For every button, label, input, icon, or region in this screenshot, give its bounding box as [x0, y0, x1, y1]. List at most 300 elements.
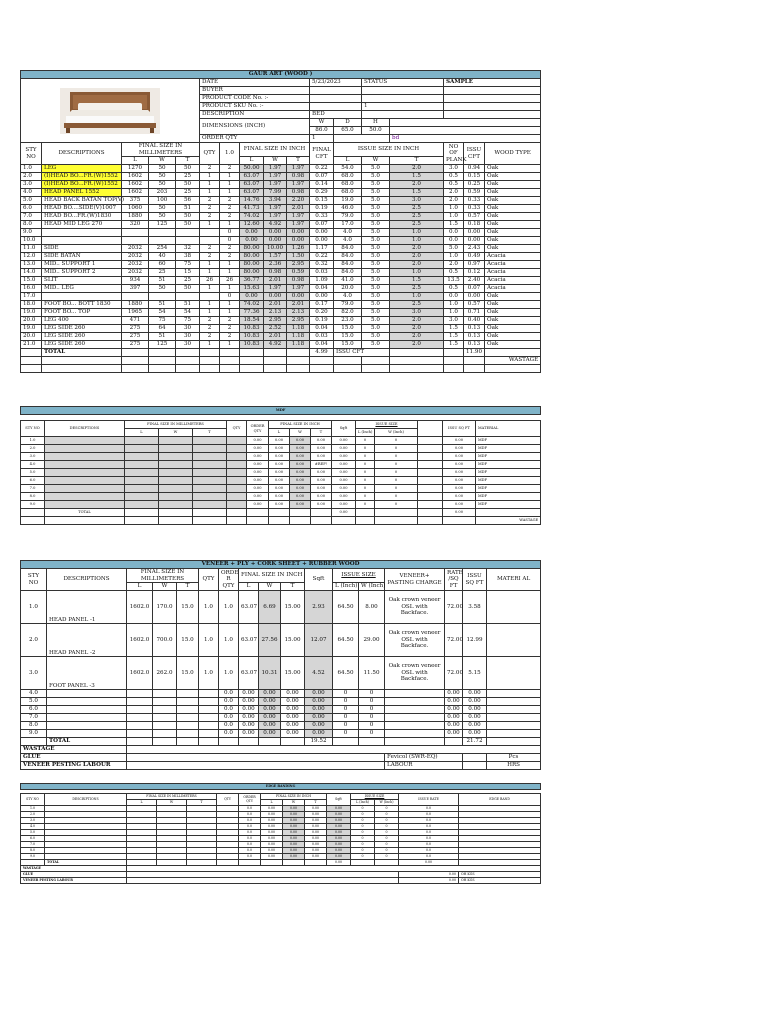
- table-cell: 1: [200, 269, 220, 277]
- table-cell: 5.0: [362, 165, 390, 173]
- col-sqft: Sqft: [332, 421, 356, 437]
- sty-no: 9.0: [21, 854, 45, 860]
- table-cell: 30: [176, 341, 200, 349]
- table-cell: 2.43: [464, 245, 485, 253]
- table-cell: 1: [200, 261, 220, 269]
- sty-no: 9.0: [21, 501, 45, 509]
- col-rate: RATE /SQ FT: [445, 569, 463, 591]
- table-cell: 51: [176, 205, 200, 213]
- col-material: MATERIAL: [476, 421, 541, 437]
- table-cell: 320: [122, 221, 149, 229]
- table-cell: 0.00: [445, 698, 463, 706]
- table-cell: 4.92: [264, 221, 287, 229]
- table-row: [21, 173, 541, 181]
- sty-no: 4.0: [21, 824, 45, 830]
- empty-cell: [418, 445, 443, 453]
- table-cell: 0.00: [283, 848, 305, 854]
- table-cell: 0.0: [399, 806, 459, 812]
- table-cell: 1.5: [444, 221, 464, 229]
- table-cell: 2: [220, 253, 240, 261]
- dim-d-label: D: [334, 119, 362, 127]
- empty-cell: [199, 706, 219, 714]
- table-cell: 0.00: [327, 806, 351, 812]
- table-cell: 0.00: [305, 690, 333, 698]
- empty-cell: [193, 501, 227, 509]
- mdf-wastage-label: WASTAGE: [476, 517, 541, 525]
- sty-no: 7.0: [21, 485, 45, 493]
- col-order-qty: ORDE R QTY: [219, 569, 239, 591]
- table-cell: 2.5: [390, 221, 444, 229]
- col-l-inch: L (Inch): [356, 429, 375, 437]
- table-cell: 2: [220, 213, 240, 221]
- veneer-total-issu: 21.72: [463, 738, 487, 746]
- table-row: [21, 445, 541, 453]
- table-cell: 15.0: [177, 657, 199, 690]
- empty-cell: [487, 690, 541, 698]
- table-cell: 75: [176, 261, 200, 269]
- table-cell: MDF: [476, 477, 541, 485]
- sty-no: 9.0: [21, 730, 47, 738]
- col-w: W: [290, 429, 311, 437]
- empty-cell: [177, 722, 199, 730]
- table-cell: 20.0: [334, 285, 362, 293]
- empty-cell: [227, 469, 247, 477]
- table-cell: 0.40: [464, 317, 485, 325]
- table-cell: 0.13: [464, 341, 485, 349]
- table-cell: 0: [375, 493, 418, 501]
- veneer-description: Oak crown veneer OSL with Backface.: [385, 591, 445, 624]
- table-cell: 0.00: [443, 477, 476, 485]
- empty-cell: [487, 722, 541, 730]
- table-cell: 0.00: [327, 830, 351, 836]
- table-cell: 0.0: [239, 842, 261, 848]
- table-cell: 1: [220, 285, 240, 293]
- table-cell: 1: [220, 181, 240, 189]
- table-cell: 12.99: [463, 624, 487, 657]
- table-cell: 0.00: [305, 730, 333, 738]
- table-row: [21, 285, 541, 293]
- table-cell: 1602.0: [127, 657, 153, 690]
- col-issue-inch: ISSUE SIZE IN INCH: [334, 143, 444, 157]
- table-cell: 2.40: [464, 277, 485, 285]
- col-descriptions: DESCRIPTIONS: [47, 569, 127, 591]
- table-cell: 2.0: [444, 261, 464, 269]
- table-cell: 64.50: [333, 624, 359, 657]
- table-cell: 1.97: [264, 205, 287, 213]
- table-cell: 4.92: [264, 341, 287, 349]
- table-cell: 0.0: [399, 836, 459, 842]
- table-cell: 2.5: [390, 213, 444, 221]
- product-code-label: PRODUCT CODE No. :-: [200, 95, 310, 103]
- sty-no: 4.0: [21, 461, 45, 469]
- table-cell: 0.25: [464, 181, 485, 189]
- table-cell: 0.5: [444, 269, 464, 277]
- empty-cell: [385, 714, 445, 722]
- table-cell: 54.0: [334, 165, 362, 173]
- table-row: [21, 657, 541, 690]
- order-qty-label: ORDER QTY: [200, 135, 310, 143]
- col-no-of-plank: NO OF PLANK: [444, 143, 464, 165]
- col-t: T: [305, 800, 327, 806]
- table-cell: Oak: [485, 173, 541, 181]
- table-cell: 1: [220, 301, 240, 309]
- part-description: [42, 229, 122, 237]
- table-cell: 0.00: [305, 818, 327, 824]
- empty-cell: [227, 493, 247, 501]
- table-cell: 1.0: [199, 624, 219, 657]
- table-cell: 2032: [122, 245, 149, 253]
- table-cell: 63.07: [239, 624, 259, 657]
- table-cell: 0.00: [283, 836, 305, 842]
- table-cell: 0.00: [327, 836, 351, 842]
- table-cell: 0.04: [310, 341, 334, 349]
- table-cell: 0.0: [239, 812, 261, 818]
- veneer-small-rows: [21, 690, 541, 738]
- part-description: HEAD PANEL -1: [47, 591, 127, 624]
- table-cell: 1.0: [444, 213, 464, 221]
- table-cell: 4.52: [305, 657, 333, 690]
- table-cell: 19.0: [334, 197, 362, 205]
- empty-cell: [159, 445, 193, 453]
- description-label: DESCRIPTION: [200, 111, 310, 119]
- table-cell: 1: [220, 261, 240, 269]
- empty-cell: [127, 690, 153, 698]
- table-cell: 0.00: [305, 842, 327, 848]
- table-row: [21, 277, 541, 285]
- table-cell: 64: [149, 325, 176, 333]
- glue-unit: Pcs: [487, 754, 541, 762]
- table-cell: 0: [220, 293, 240, 301]
- table-cell: 0.00: [463, 698, 487, 706]
- edge-total-label: TOTAL: [45, 860, 127, 866]
- table-cell: 15.00: [281, 624, 305, 657]
- table-cell: 0.00: [463, 690, 487, 698]
- table-cell: 1.0: [199, 657, 219, 690]
- table-cell: 0.59: [287, 269, 310, 277]
- table-row: [21, 485, 541, 493]
- edge-total-sqft: 0.00: [327, 860, 351, 866]
- table-cell: Oak: [485, 301, 541, 309]
- table-cell: 5.0: [362, 229, 390, 237]
- table-cell: 0.0: [239, 824, 261, 830]
- table-cell: 0.00: [305, 812, 327, 818]
- table-cell: 15.0: [334, 341, 362, 349]
- table-cell: 54: [149, 309, 176, 317]
- table-cell: 0.00: [239, 714, 259, 722]
- order-qty-value: 1: [310, 135, 334, 143]
- veneer-big-rows: [21, 591, 541, 690]
- status-label: STATUS: [362, 79, 444, 87]
- table-cell: 0.00: [445, 730, 463, 738]
- empty-cell: [159, 437, 193, 445]
- table-cell: 0.00: [305, 714, 333, 722]
- part-description: LEG SIDE 260: [42, 341, 122, 349]
- table-cell: 0.00: [240, 237, 264, 245]
- table-cell: 5.0: [362, 261, 390, 269]
- table-cell: 2.0: [390, 253, 444, 261]
- table-cell: 0.0: [399, 818, 459, 824]
- table-cell: 3.0: [444, 165, 464, 173]
- table-cell: 2: [200, 317, 220, 325]
- table-cell: 40: [149, 253, 176, 261]
- table-cell: 29.00: [359, 624, 385, 657]
- table-cell: 30: [176, 333, 200, 341]
- edge-wastage-label: WASTAGE: [21, 866, 127, 872]
- table-cell: 0.00: [247, 461, 269, 469]
- table-cell: 2: [200, 245, 220, 253]
- table-cell: 0.00: [443, 437, 476, 445]
- empty-cell: [125, 469, 159, 477]
- table-cell: 2.0: [21, 173, 42, 181]
- table-row: [21, 197, 541, 205]
- table-cell: 5.0: [362, 333, 390, 341]
- part-description: HEAD BO....SIDE(V)1007: [42, 205, 122, 213]
- table-cell: 275: [122, 325, 149, 333]
- table-cell: 3.0: [390, 197, 444, 205]
- table-cell: 50: [149, 213, 176, 221]
- table-cell: 2.0: [390, 325, 444, 333]
- table-cell: 0.00: [269, 477, 290, 485]
- table-cell: 5.0: [362, 197, 390, 205]
- part-description: (I)HEAD BO...FR.(W)1552: [42, 173, 122, 181]
- table-row: [21, 461, 541, 469]
- table-cell: 1270: [122, 165, 149, 173]
- table-cell: Oak: [485, 213, 541, 221]
- table-row: [21, 309, 541, 317]
- table-cell: 0.00: [264, 237, 287, 245]
- part-description: SIDE: [42, 245, 122, 253]
- table-cell: 0.00: [332, 469, 356, 477]
- table-cell: 0.00: [443, 453, 476, 461]
- table-row: [21, 229, 541, 237]
- table-cell: 0.00: [247, 501, 269, 509]
- table-cell: 0.00: [283, 806, 305, 812]
- table-cell: 13.0: [21, 261, 42, 269]
- veneer-labour-label: VENEER PESTING LABOUR: [21, 762, 127, 770]
- table-cell: 0: [333, 698, 359, 706]
- empty-cell: [177, 698, 199, 706]
- table-cell: [176, 293, 200, 301]
- table-cell: 2032: [122, 253, 149, 261]
- table-cell: 5.0: [362, 293, 390, 301]
- table-cell: 68.0: [334, 181, 362, 189]
- table-cell: 170.0: [153, 591, 177, 624]
- table-cell: 0.00: [247, 437, 269, 445]
- table-cell: 50: [176, 165, 200, 173]
- sty-no: 2.0: [21, 445, 45, 453]
- col-w-inch: W (Inch): [359, 583, 385, 591]
- table-cell: 0.00: [311, 437, 332, 445]
- empty-cell: [418, 493, 443, 501]
- table-cell: 0.00: [305, 854, 327, 860]
- table-cell: 0: [356, 493, 375, 501]
- table-cell: 15.0: [21, 277, 42, 285]
- table-cell: 0.18: [464, 221, 485, 229]
- table-cell: 19.0: [21, 309, 42, 317]
- dim-h-label: H: [362, 119, 390, 127]
- empty-cell: [125, 501, 159, 509]
- table-cell: 0.0: [239, 854, 261, 860]
- table-cell: 82.0: [334, 309, 362, 317]
- table-cell: 17.0: [21, 293, 42, 301]
- table-cell: 5.0: [362, 277, 390, 285]
- empty-cell: [227, 461, 247, 469]
- empty-cell: [47, 690, 127, 698]
- empty-cell: [418, 501, 443, 509]
- part-description: HEAD MID LEG 270: [42, 221, 122, 229]
- table-cell: 0: [351, 818, 375, 824]
- table-cell: 2: [220, 197, 240, 205]
- table-cell: 1.5: [444, 341, 464, 349]
- table-cell: [149, 293, 176, 301]
- table-cell: 0.33: [310, 213, 334, 221]
- table-cell: 84.0: [334, 261, 362, 269]
- wood-table: [20, 70, 541, 373]
- col-issue-size: ISSUE SIZE: [356, 421, 418, 429]
- edge-rows: [21, 806, 541, 860]
- veneer-description: Oak crown veneer OSL with Backface.: [385, 624, 445, 657]
- table-cell: 0.00: [332, 437, 356, 445]
- table-cell: 5.15: [463, 657, 487, 690]
- table-cell: Acacia: [485, 269, 541, 277]
- table-cell: 1.97: [264, 285, 287, 293]
- table-cell: 0.15: [310, 197, 334, 205]
- table-cell: 0.33: [464, 205, 485, 213]
- table-cell: 2.0: [390, 341, 444, 349]
- table-cell: 0.00: [311, 477, 332, 485]
- col-t: T: [177, 583, 199, 591]
- table-cell: 2.5: [390, 301, 444, 309]
- table-cell: 0.00: [269, 469, 290, 477]
- table-cell: 2.13: [264, 309, 287, 317]
- table-cell: [176, 237, 200, 245]
- table-cell: 0.22: [310, 165, 334, 173]
- col-l: L: [261, 800, 283, 806]
- table-row: [21, 237, 541, 245]
- table-cell: 64.50: [333, 657, 359, 690]
- empty-cell: [125, 445, 159, 453]
- table-cell: 15: [176, 269, 200, 277]
- empty-cell: [199, 714, 219, 722]
- col-w-inch: W (Inch): [375, 800, 399, 806]
- col-final-inch: FINAL SIZE IN INCH: [261, 794, 327, 800]
- table-cell: 1: [200, 173, 220, 181]
- table-row: [21, 477, 541, 485]
- table-cell: 1.5: [390, 173, 444, 181]
- empty-cell: [193, 461, 227, 469]
- table-cell: 1.5: [390, 189, 444, 197]
- empty-cell: [193, 469, 227, 477]
- table-cell: 0.00: [261, 806, 283, 812]
- table-cell: 2032: [122, 261, 149, 269]
- table-cell: 0.00: [261, 812, 283, 818]
- table-cell: 0: [375, 848, 399, 854]
- table-cell: 0.13: [464, 333, 485, 341]
- wood-rows: [21, 165, 541, 349]
- mdf-table: [20, 406, 541, 525]
- table-cell: 2: [200, 253, 220, 261]
- table-cell: 0.00: [269, 493, 290, 501]
- empty-cell: [153, 690, 177, 698]
- table-cell: 0.5: [444, 181, 464, 189]
- col-t: T: [193, 429, 227, 437]
- table-cell: 1.5: [390, 277, 444, 285]
- table-cell: 50: [176, 221, 200, 229]
- empty-cell: [193, 485, 227, 493]
- col-l-inch: L (Inch): [351, 800, 375, 806]
- table-cell: 0.00: [463, 706, 487, 714]
- col-final-mm: FINAL SIZE IN MILLIMETERS: [127, 794, 217, 800]
- table-cell: Acacia: [485, 277, 541, 285]
- table-cell: 2.95: [264, 317, 287, 325]
- table-cell: 0: [356, 477, 375, 485]
- table-cell: 0: [375, 501, 418, 509]
- order-qty-unit: bd: [390, 135, 541, 143]
- col-t: T: [176, 157, 200, 165]
- table-cell: 934: [122, 277, 149, 285]
- table-cell: 0.00: [261, 836, 283, 842]
- table-cell: 12.07: [305, 624, 333, 657]
- table-cell: 5.0: [362, 205, 390, 213]
- table-cell: 18.54: [240, 317, 264, 325]
- part-description: HEAD PANEL -2: [47, 624, 127, 657]
- table-row: [21, 261, 541, 269]
- table-cell: 25: [176, 173, 200, 181]
- empty-cell: [385, 730, 445, 738]
- table-cell: 0.17: [310, 301, 334, 309]
- table-cell: 0.00: [443, 485, 476, 493]
- table-cell: 0: [375, 830, 399, 836]
- veneer-total-label: TOTAL: [47, 738, 127, 746]
- table-cell: 1: [200, 341, 220, 349]
- table-cell: Oak: [485, 309, 541, 317]
- table-cell: 100: [149, 197, 176, 205]
- table-cell: 0: [375, 453, 418, 461]
- table-cell: 0: [351, 812, 375, 818]
- table-cell: 2.93: [305, 591, 333, 624]
- empty-cell: [47, 722, 127, 730]
- table-cell: 0: [333, 690, 359, 698]
- empty-cell: [125, 493, 159, 501]
- col-issue-size: ISSUE SIZE: [333, 569, 385, 583]
- table-cell: 0: [351, 830, 375, 836]
- table-cell: Oak: [485, 229, 541, 237]
- table-cell: MDF: [476, 461, 541, 469]
- table-cell: 1602: [122, 181, 149, 189]
- empty-cell: [45, 461, 125, 469]
- sty-no: 1.0: [21, 591, 47, 624]
- table-cell: 72.00: [445, 591, 463, 624]
- mdf-total-sqft: 0.00: [332, 509, 356, 517]
- table-cell: 0.00: [287, 229, 310, 237]
- table-cell: 0.71: [464, 309, 485, 317]
- part-description: HEAD BACK BATAN TOP(V): [42, 197, 122, 205]
- table-cell: 0.00: [283, 830, 305, 836]
- table-cell: 2.0: [444, 197, 464, 205]
- table-cell: 0.00: [327, 854, 351, 860]
- table-cell: 2: [220, 333, 240, 341]
- table-cell: 0.07: [310, 173, 334, 181]
- table-cell: 1.0: [199, 591, 219, 624]
- table-row: [21, 591, 541, 624]
- table-cell: 64.50: [333, 591, 359, 624]
- empty-cell: [159, 493, 193, 501]
- table-cell: 4.0: [334, 237, 362, 245]
- col-t: T: [187, 800, 217, 806]
- table-cell: 0: [359, 722, 385, 730]
- col-final-mm: FINAL SIZE IN MILLIMETERS: [122, 143, 200, 157]
- table-cell: 0.00: [327, 818, 351, 824]
